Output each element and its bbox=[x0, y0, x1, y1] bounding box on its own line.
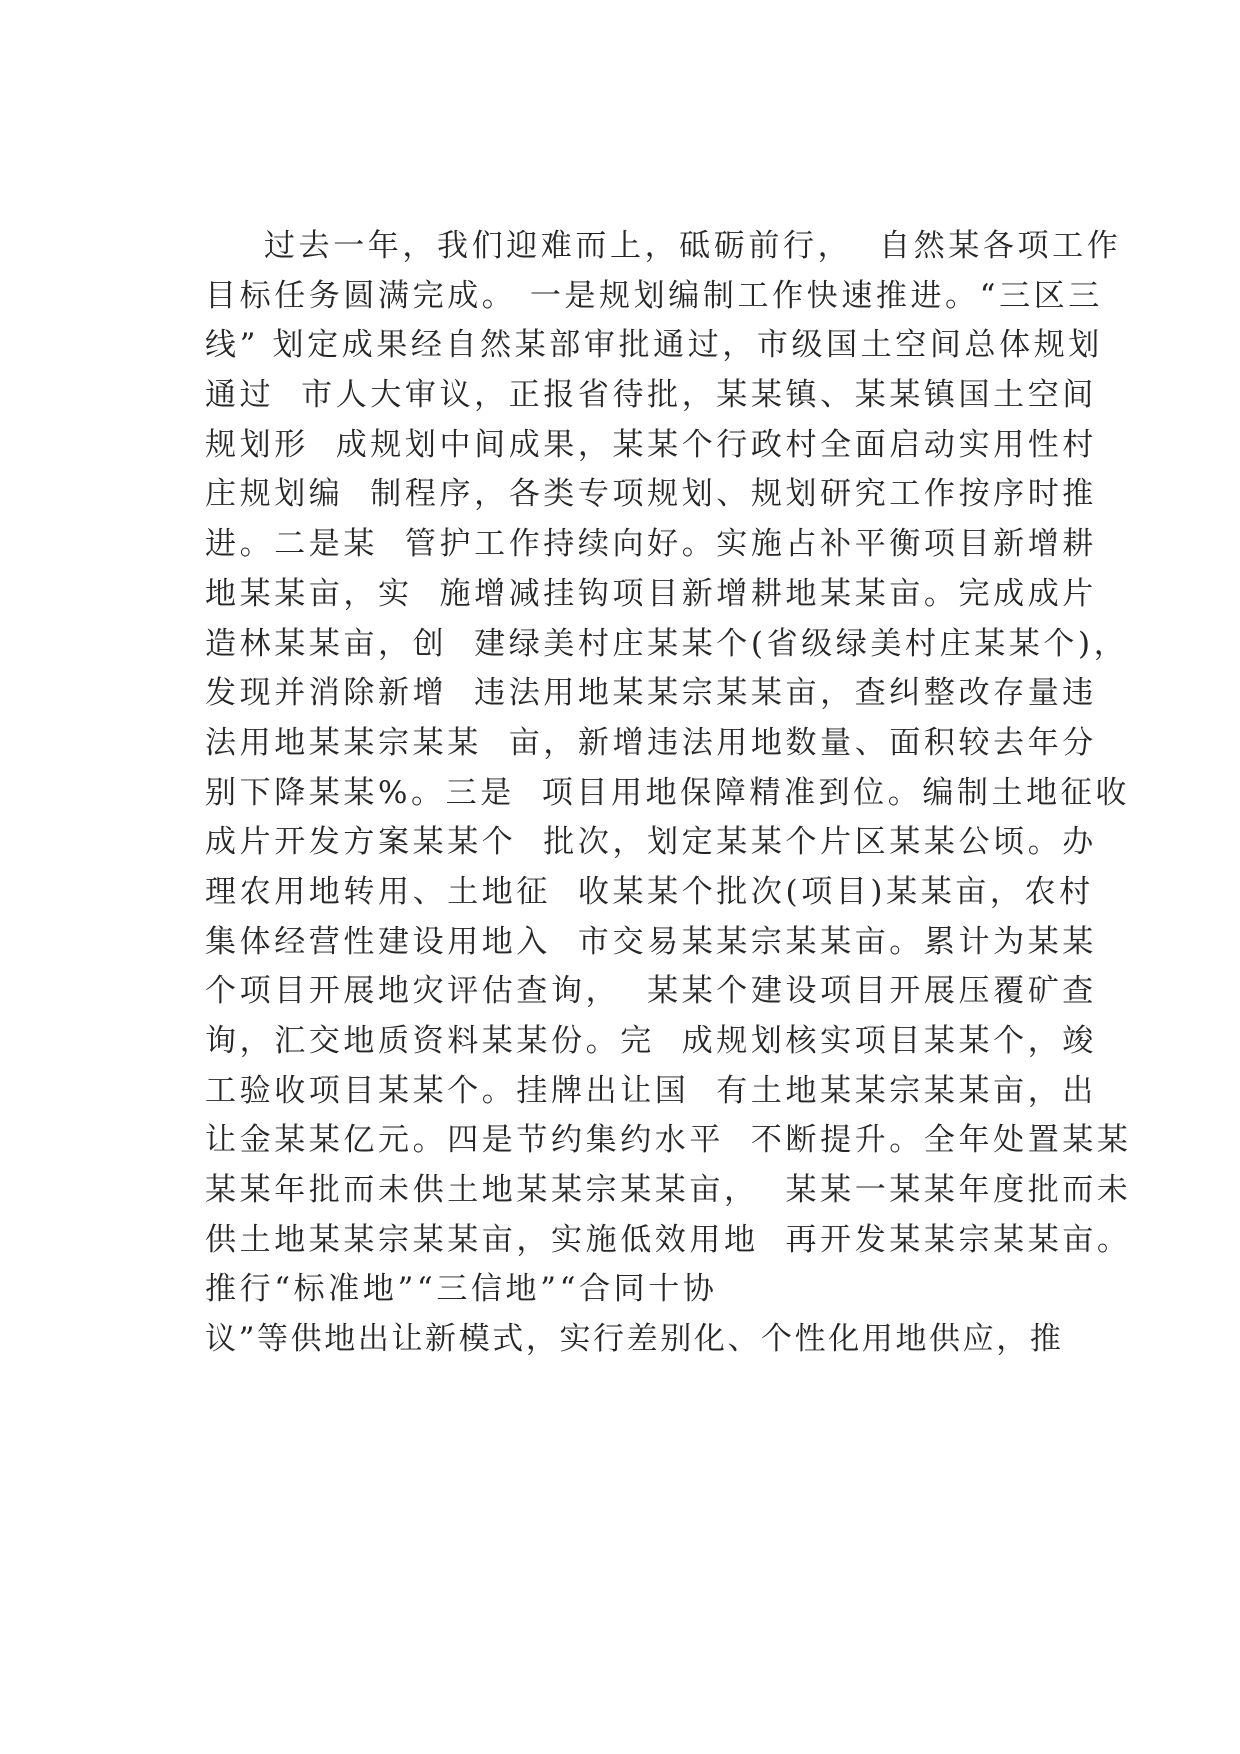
text-line: 地某某亩，实 施增减挂钩项目新增耕地某某亩。完成成片 bbox=[205, 575, 1097, 612]
text-line: 供土地某某宗某某亩，实施低效用地 再开发某某宗某某亩。 bbox=[205, 1221, 1132, 1258]
body-paragraph bbox=[205, 222, 1132, 1365]
text-line: 发现并消除新增 违法用地某某宗某某亩，查纠整改存量违 bbox=[205, 675, 1097, 712]
text-line: 法用地某某宗某某 亩，新增违法用地数量、面积较去年分 bbox=[205, 724, 1097, 761]
text-line: 线” 划定成果经自然某部审批通过，市级国土空间总体规划 bbox=[205, 327, 1103, 364]
text-line: 规划形 成规划中间成果，某某个行政村全面启动实用性村 bbox=[205, 426, 1097, 463]
text-line: 个项目开展地灾评估查询， 某某个建设项目开展压覆矿查 bbox=[205, 973, 1097, 1010]
text-line: 通过 市人大审议，正报省待批，某某镇、某某镇国土空间 bbox=[205, 377, 1097, 414]
text-line: 某某年批而未供土地某某宗某某亩， 某某一某某年度批而未 bbox=[205, 1172, 1132, 1209]
text-line: 询，汇交地质资料某某份。完 成规划核实项目某某个，竣 bbox=[205, 1023, 1097, 1059]
text-line: 理农用地转用、土地征 收某某个批次(项目)某某亩，农村 bbox=[205, 873, 1094, 910]
text-line: 目标任务圆满完成。 一是规划编制工作快速推进。“三区三 bbox=[205, 277, 1103, 314]
text-line: 进。二是某 管护工作持续向好。实施占补平衡项目新增耕 bbox=[205, 526, 1097, 563]
text-line: 过去一年，我们迎难而上，砥砺前行， 自然某各项工作 bbox=[264, 228, 1122, 264]
text-line: 成片开发方案某某个 批次，划定某某个片区某某公顷。办 bbox=[205, 824, 1097, 861]
text-line: 造林某某亩，创 建绿美村庄某某个(省级绿美村庄某某个)， bbox=[205, 625, 1129, 662]
text-line: 议”等供地出让新模式，实行差别化、个性化用地供应，推 bbox=[205, 1321, 1064, 1358]
text-line: 集体经营性建设用地入 市交易某某宗某某亩。累计为某某 bbox=[205, 923, 1097, 960]
text-line: 推行“标准地”“三信地”“合同十协 bbox=[205, 1271, 718, 1308]
text-line: 工验收项目某某个。挂牌出让国 有土地某某宗某某亩，出 bbox=[205, 1072, 1097, 1109]
text-line: 别下降某某%。三是 项目用地保障精准到位。编制土地征收 bbox=[205, 774, 1130, 811]
text-line: 庄规划编 制程序，各类专项规划、规划研究工作按序时推 bbox=[205, 476, 1097, 513]
text-line: 让金某某亿元。四是节约集约水平 不断提升。全年处置某某 bbox=[205, 1122, 1132, 1159]
